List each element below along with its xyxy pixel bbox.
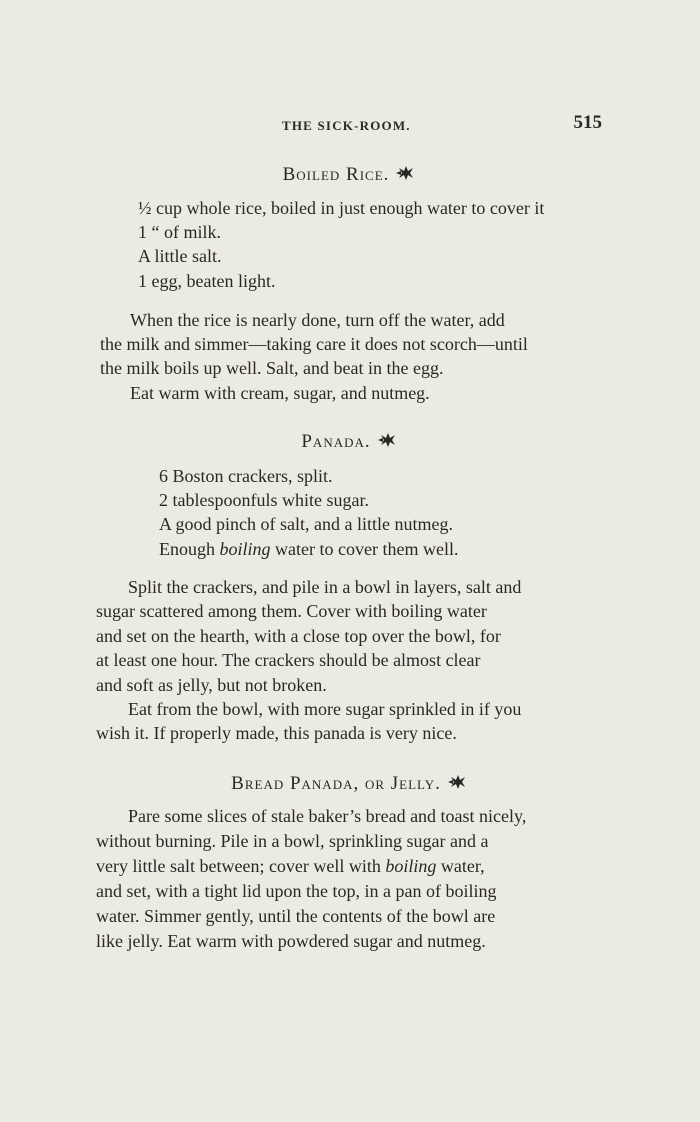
page-number: 515: [573, 112, 602, 133]
section-title-bread-panada: [0, 773, 700, 795]
ingredient-line: 1 egg, beaten light.: [138, 271, 276, 291]
maltese-cross-icon: [447, 774, 469, 790]
ingredient-line: 6 Boston crackers, split.: [159, 466, 333, 486]
page-header: [96, 112, 602, 138]
section-title-panada: [0, 431, 700, 453]
paragraph-line: sugar scattered among them. Cover with boiling water: [96, 601, 487, 621]
paragraph-line: the milk and simmer—taking care it does not scorch—until: [100, 334, 528, 354]
ingredient-line: A good pinch of salt, and a little nutmeg.: [159, 514, 453, 534]
ingredient-line: 2 tablespoonfuls white sugar.: [159, 490, 369, 510]
paragraph-line: very little salt between; cover well with boiling water,: [96, 856, 485, 876]
paragraph-line: the milk boils up well. Salt, and beat in the egg.: [100, 358, 444, 378]
maltese-cross-icon: [395, 165, 417, 181]
paragraph-line: and soft as jelly, but not broken.: [96, 675, 327, 695]
paragraph-line: Split the crackers, and pile in a bowl in layers, salt and: [128, 577, 522, 597]
paragraph-line: like jelly. Eat warm with powdered sugar and nutmeg.: [96, 931, 486, 951]
ingredient-line: A little salt.: [138, 246, 222, 266]
section-title-text: Boiled Rice.: [282, 164, 390, 185]
paragraph-line: When the rice is nearly done, turn off the water, add: [130, 310, 505, 330]
paragraph-line: at least one hour. The crackers should be almost clear: [96, 650, 481, 670]
running-head: THE SICK-ROOM.: [282, 118, 411, 133]
paragraph-line: and set, with a tight lid upon the top, in a pan of boiling: [96, 881, 497, 901]
ingredient-line: Enough boiling water to cover them well.: [159, 539, 459, 559]
section-title-text: Bread Panada, or Jelly.: [231, 773, 441, 794]
paragraph-line: Pare some slices of stale baker’s bread and toast nicely,: [128, 806, 527, 826]
ingredient-line: 1 “ of milk.: [138, 222, 221, 242]
paragraph-line: water. Simmer gently, until the contents of the bowl are: [96, 906, 496, 926]
section-title-text: Panada.: [301, 431, 371, 452]
paragraph-line: Eat warm with cream, sugar, and nutmeg.: [130, 383, 430, 403]
maltese-cross-icon: [377, 432, 399, 448]
paragraph-line: Eat from the bowl, with more sugar sprinkled in if you: [128, 699, 522, 719]
paragraph-line: without burning. Pile in a bowl, sprinkling sugar and a: [96, 831, 489, 851]
paragraph-line: and set on the hearth, with a close top over the bowl, for: [96, 626, 501, 646]
section-title-boiled-rice: [0, 164, 700, 186]
ingredient-line: ½ cup whole rice, boiled in just enough water to cover it: [138, 198, 545, 218]
paragraph-line: wish it. If properly made, this panada is very nice.: [96, 723, 457, 743]
